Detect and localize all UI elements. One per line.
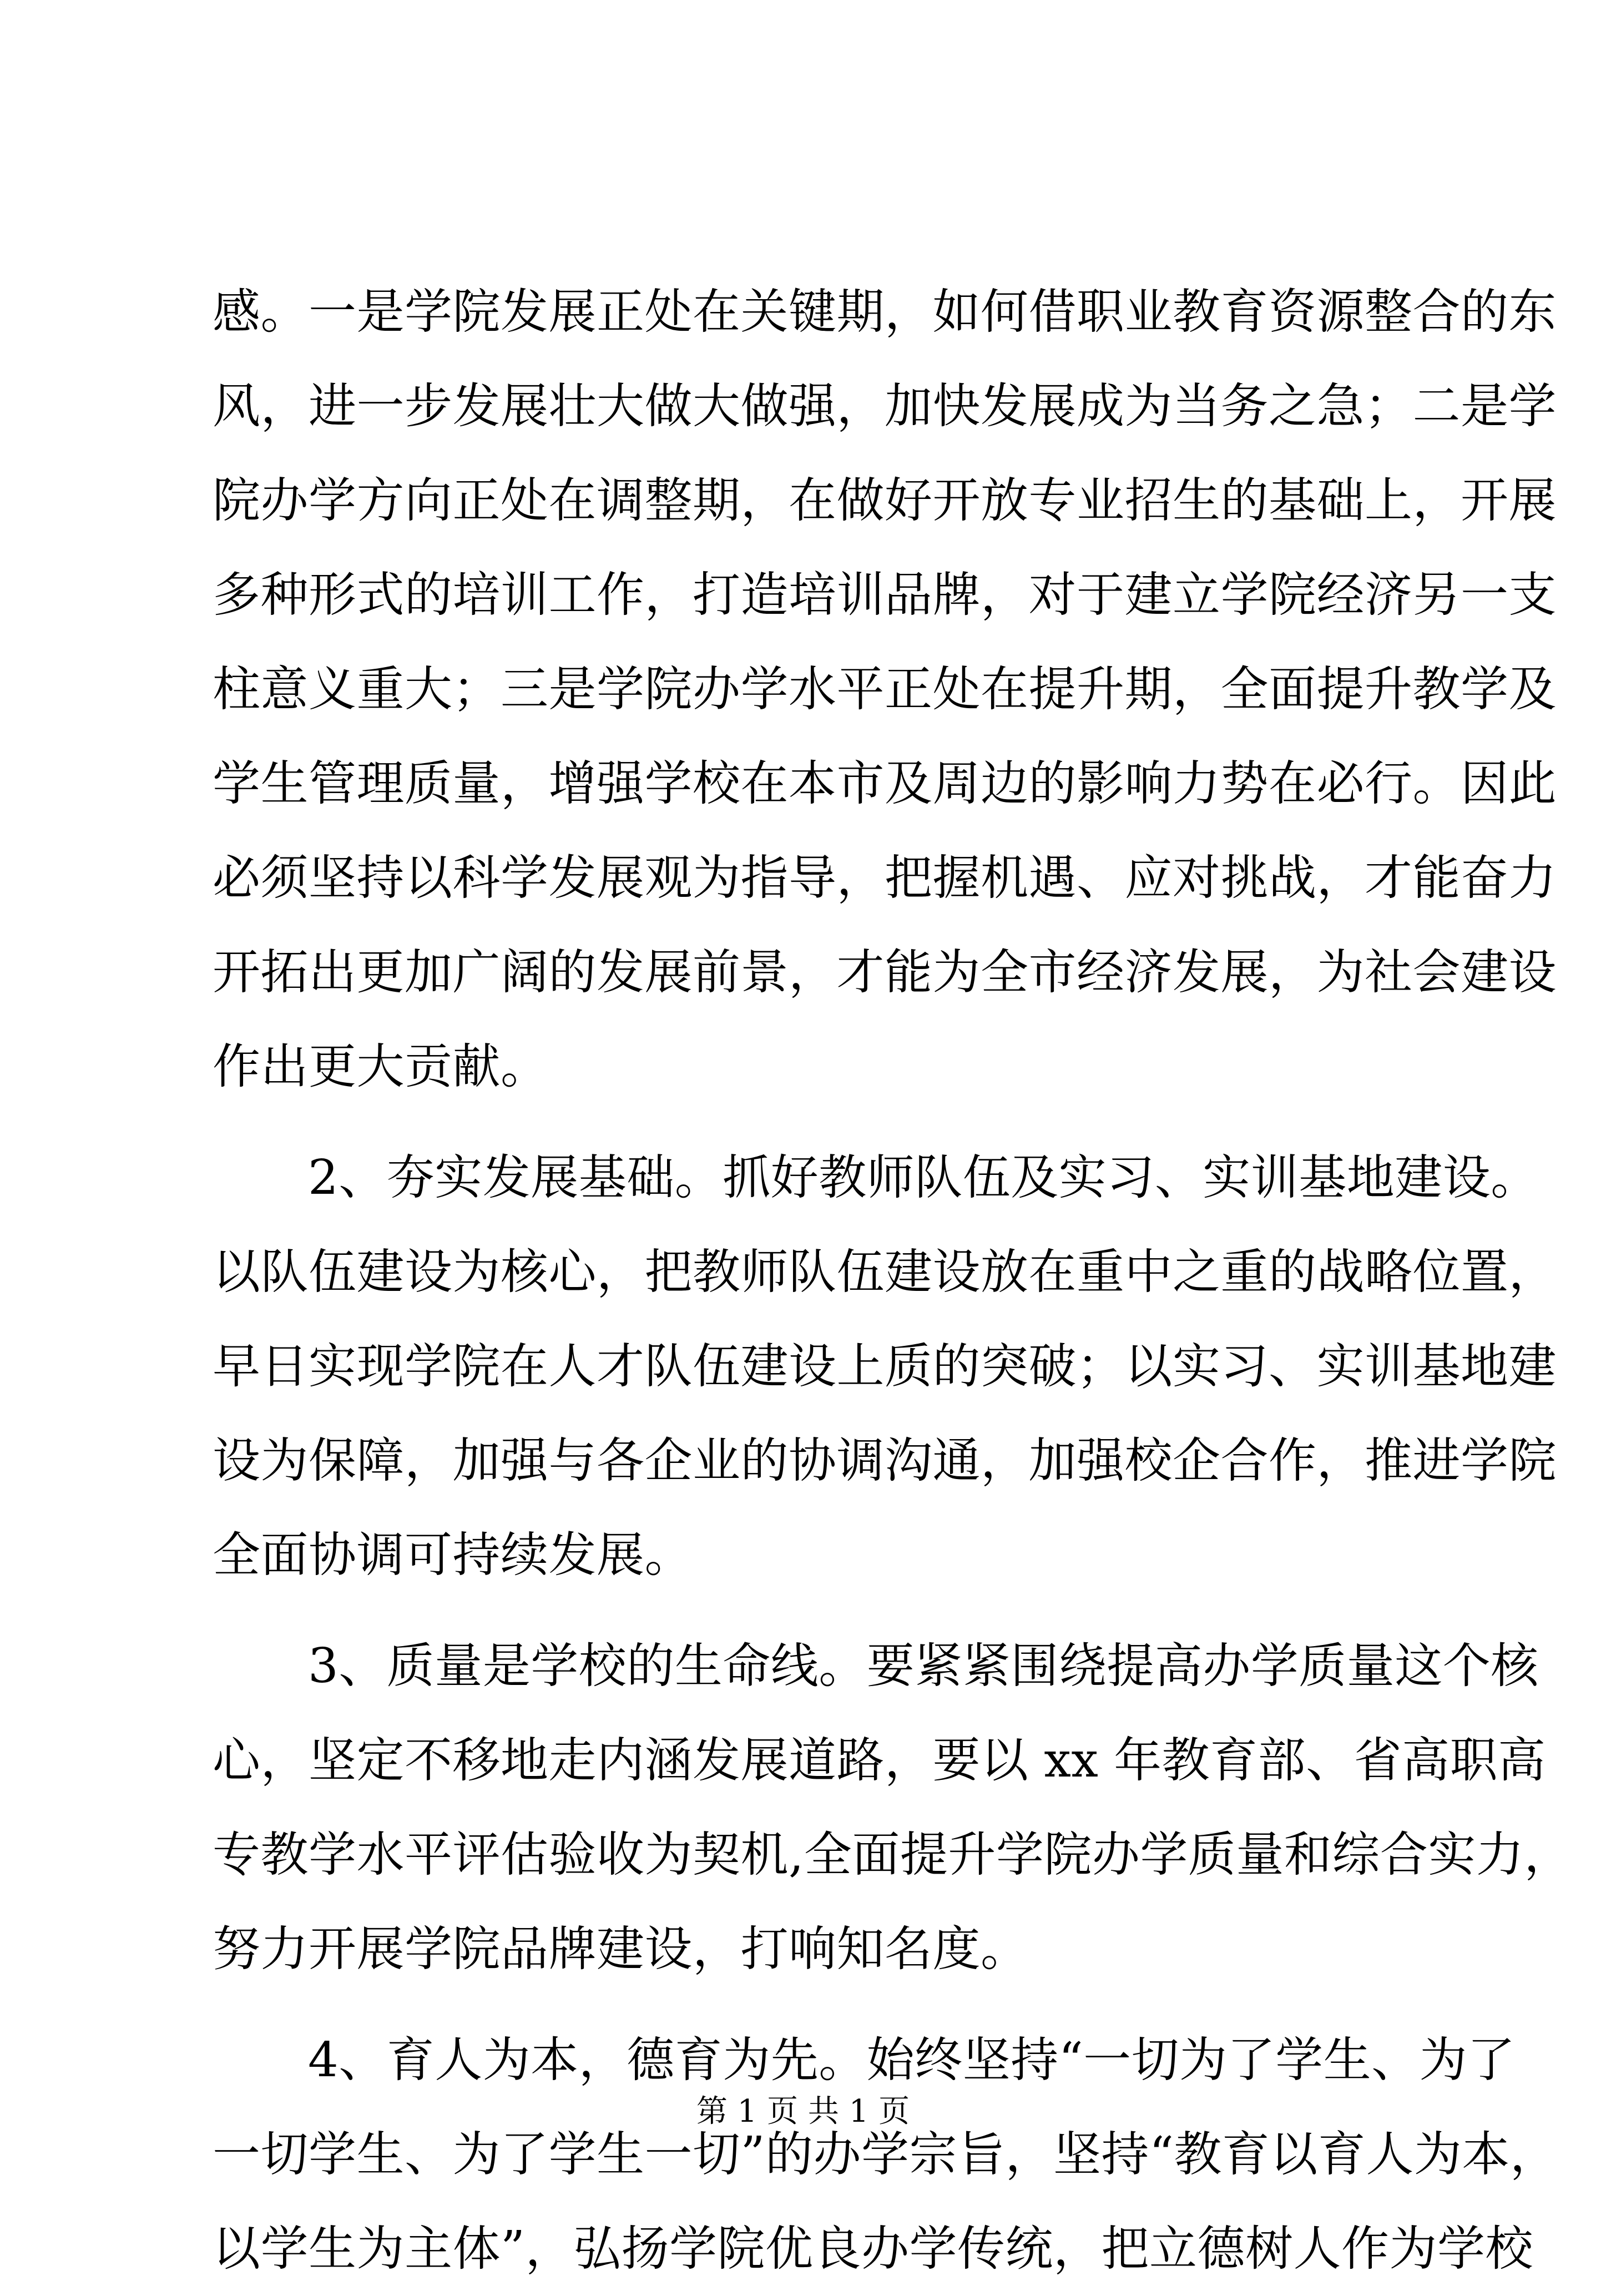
text-line: 专教学水平评估验收为契机,全面提升学院办学质量和综合实力， [213,1827,1572,1883]
page-number-footer: 第 1 页 共 1 页 [696,2093,910,2130]
text-line: 3、质量是学校的生命线。要紧紧围绕提高办学质量这个核 [308,1638,1539,1694]
text-line: 必须坚持以科学发展观为指导，把握机遇、应对挑战，才能奋力 [213,850,1557,906]
paragraph-spacer [213,1602,1400,1619]
paragraph [213,2013,1558,2296]
document-body [213,265,1572,2296]
paragraph-spacer [213,1114,1400,1131]
text-line: 4、育人为本，德育为先。始终坚持“一切为了学生、为了 [308,2032,1516,2088]
text-line: 设为保障，加强与各企业的协调沟通，加强校企合作，推进学院 [213,1433,1557,1488]
text-line: 早日实现学院在人才队伍建设上质的突破；以实习、实训基地建 [213,1339,1557,1394]
text-line: 院办学方向正处在调整期，在做好开放专业招生的基础上，开展 [213,473,1557,528]
text-line: 感。一是学院发展正处在关键期，如何借职业教育资源整合的东 [213,284,1557,340]
text-line: 一切学生、为了学生一切”的办学宗旨，坚持“教育以育人为本， [213,2127,1558,2182]
text-line: 心，坚定不移地走内涵发展道路，要以 xx 年教育部、省高职高 [213,1733,1546,1788]
paragraph [213,265,1557,1114]
text-line: 努力开展学院品牌建设，打响知名度。 [213,1921,1029,1977]
text-line: 2、夯实发展基础。抓好教师队伍及实习、实训基地建设。 [308,1150,1539,1205]
paragraph-spacer [213,1996,1400,2013]
text-line: 多种形式的培训工作，打造培训品牌，对于建立学院经济另一支 [213,567,1557,623]
text-line: 风，进一步发展壮大做大做强，加快发展成为当务之急；二是学 [213,379,1557,434]
paragraph [213,1131,1557,1602]
text-line: 柱意义重大；三是学院办学水平正处在提升期，全面提升教学及 [213,662,1557,717]
text-line: 学生管理质量，增强学校在本市及周边的影响力势在必行。因此 [213,756,1557,811]
text-line: 作出更大贡献。 [213,1039,549,1094]
text-line: 以学生为主体”，弘扬学院优良办学传统，把立德树人作为学校 [213,2221,1533,2277]
text-line: 全面协调可持续发展。 [213,1527,693,1583]
paragraph [213,1619,1572,1996]
text-line: 以队伍建设为核心，把教师队伍建设放在重中之重的战略位置， [213,1244,1557,1300]
text-line: 开拓出更加广阔的发展前景，才能为全市经济发展，为社会建设 [213,945,1557,1000]
